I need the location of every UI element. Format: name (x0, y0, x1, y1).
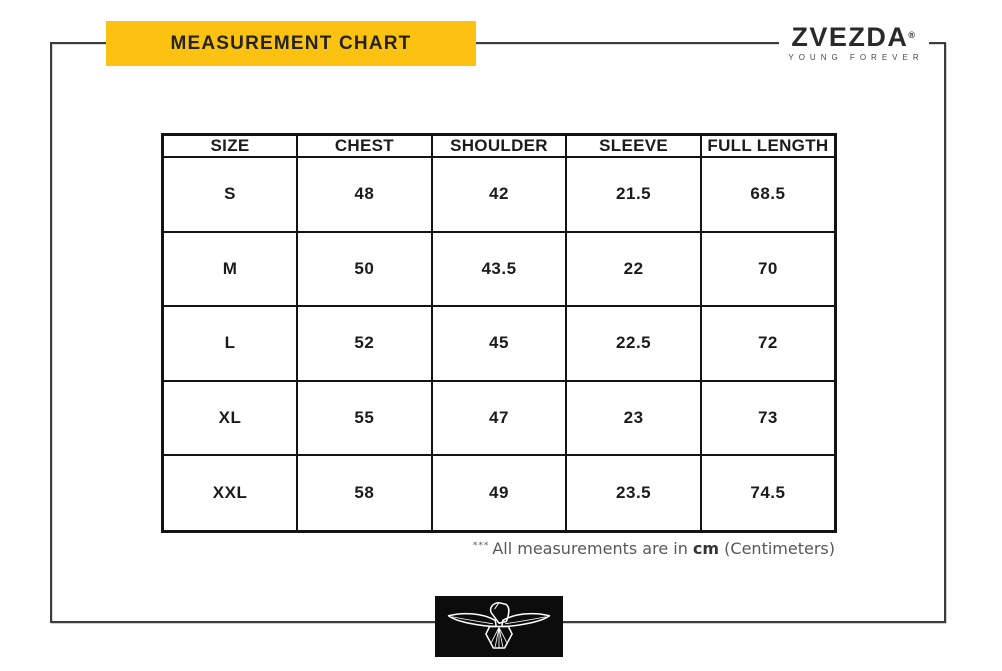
footnote-unit: cm (692, 539, 720, 558)
table-header-row (163, 135, 836, 158)
sleeve-cell: 23 (566, 381, 701, 456)
chest-cell: 48 (297, 157, 432, 232)
chest-cell: 50 (297, 232, 432, 307)
full-length-cell: 68.5 (701, 157, 836, 232)
footnote-suffix: (Centimeters) (724, 539, 835, 558)
shoulder-cell: 42 (432, 157, 567, 232)
shoulder-cell: 45 (432, 306, 567, 381)
size-cell: S (163, 157, 298, 232)
column-header-full-length: FULL LENGTH (701, 135, 836, 158)
shoulder-cell: 49 (432, 455, 567, 531)
size-cell: XL (163, 381, 298, 456)
table-row-l (163, 306, 836, 381)
registered-trademark-icon: ® (908, 30, 917, 40)
page-title: MEASUREMENT CHART (170, 32, 412, 54)
chest-cell: 52 (297, 306, 432, 381)
sleeve-cell: 22 (566, 232, 701, 307)
brand-tagline: YOUNG FOREVER (788, 53, 924, 62)
chest-cell: 58 (297, 455, 432, 531)
footer-brand-badge (435, 596, 563, 657)
brand-wordmark: ZVEZDA (791, 22, 909, 52)
column-header-shoulder: SHOULDER (432, 135, 567, 158)
table-row-s (163, 157, 836, 232)
column-header-sleeve: SLEEVE (566, 135, 701, 158)
title-banner (106, 21, 476, 66)
size-measurement-table (161, 133, 837, 533)
shoulder-cell: 47 (432, 381, 567, 456)
full-length-cell: 74.5 (701, 455, 836, 531)
size-cell: L (163, 306, 298, 381)
size-cell: M (163, 232, 298, 307)
sleeve-cell: 22.5 (566, 306, 701, 381)
eagle-icon (439, 598, 559, 655)
brand-name (779, 22, 929, 52)
footnote-asterisks: *** (472, 540, 490, 551)
shoulder-cell: 43.5 (432, 232, 567, 307)
sleeve-cell: 23.5 (566, 455, 701, 531)
column-header-chest: CHEST (297, 135, 432, 158)
sleeve-cell: 21.5 (566, 157, 701, 232)
table-row-m (163, 232, 836, 307)
chest-cell: 55 (297, 381, 432, 456)
footnote-text: All measurements are in (492, 539, 688, 558)
column-header-size: SIZE (163, 135, 298, 158)
full-length-cell: 70 (701, 232, 836, 307)
full-length-cell: 72 (701, 306, 836, 381)
table-row-xxl (163, 455, 836, 531)
table-row-xl (163, 381, 836, 456)
full-length-cell: 73 (701, 381, 836, 456)
brand-logo (779, 22, 929, 70)
size-cell: XXL (163, 455, 298, 531)
units-footnote (161, 539, 837, 558)
